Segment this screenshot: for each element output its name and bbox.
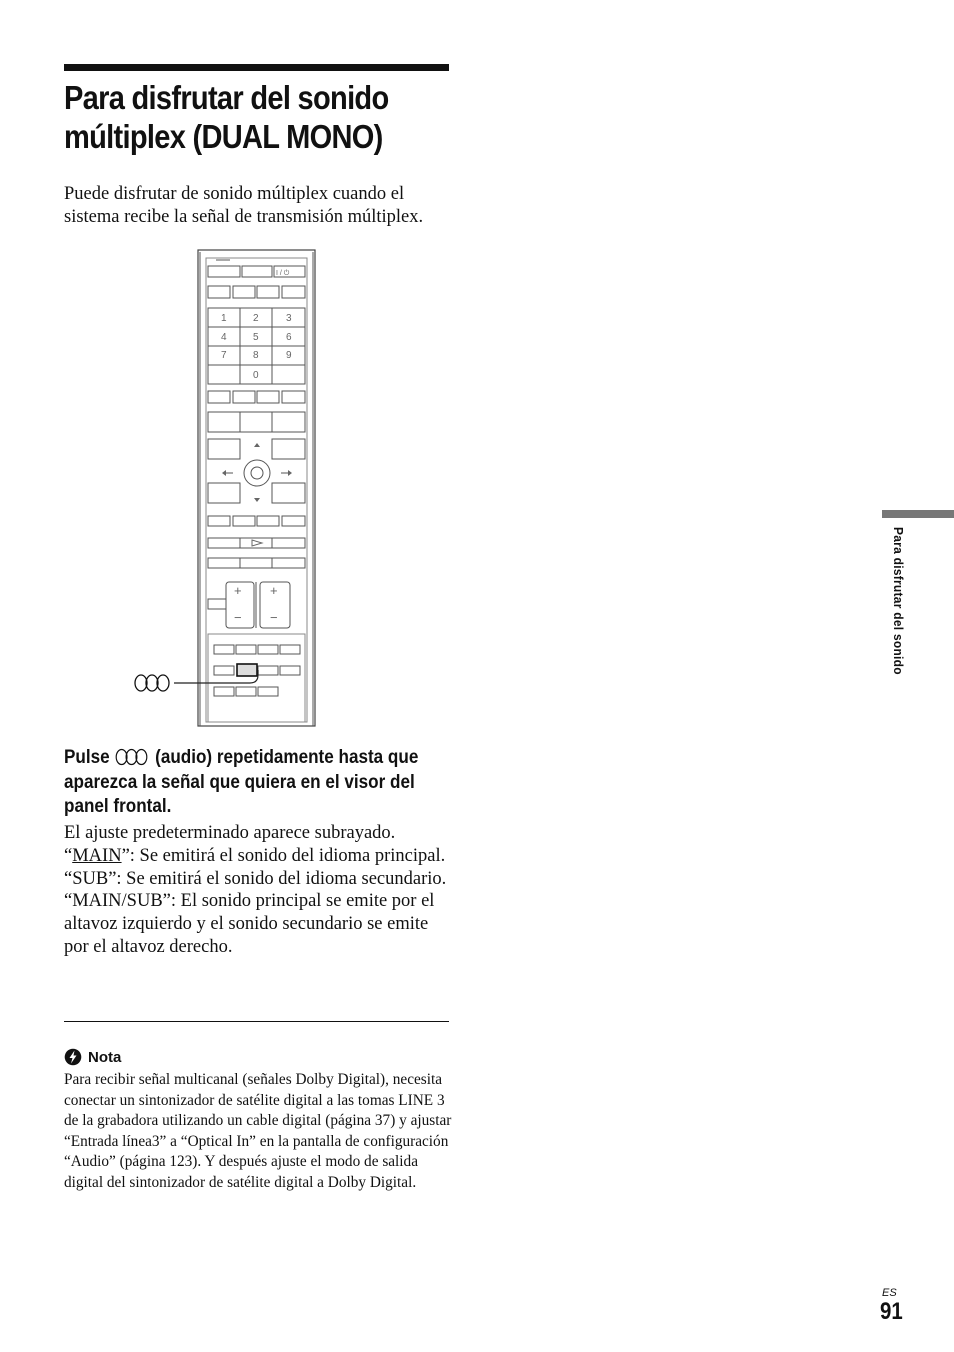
num-key-0[interactable]: 0	[253, 370, 259, 381]
num-key-5[interactable]: 5	[253, 332, 259, 343]
channel-minus[interactable]: −	[270, 610, 278, 625]
note-heading	[64, 1048, 121, 1066]
step-instruction: (audio) repetidamente hasta que aparezca la señal que quiera en el visor del panel frontal.	[64, 747, 419, 817]
audio-icon	[135, 675, 169, 691]
num-key-4[interactable]: 4	[221, 332, 227, 343]
step-pulse: Pulse	[64, 747, 110, 768]
section-divider	[64, 1021, 449, 1022]
section-tab-marker	[882, 510, 954, 518]
num-key-8[interactable]: 8	[253, 350, 259, 361]
audio-button-highlight[interactable]	[237, 664, 257, 676]
step-heading	[64, 746, 442, 820]
title-line-2: múltiplex (DUAL MONO)	[64, 118, 383, 155]
audio-icon-inline	[114, 748, 150, 766]
intro-paragraph: Puede disfrutar de sonido múltiplex cuando el sistema recibe la señal de transmisión múltiplex.	[64, 184, 424, 227]
num-key-3[interactable]: 3	[286, 313, 292, 324]
num-key-1[interactable]: 1	[221, 313, 227, 324]
step-details	[64, 822, 456, 959]
channel-plus[interactable]: +	[270, 583, 278, 598]
default-note: El ajuste predeterminado aparece subrayado.	[64, 823, 396, 843]
num-key-7[interactable]: 7	[221, 350, 227, 361]
page-number: 91	[880, 1298, 903, 1325]
num-key-2[interactable]: 2	[253, 313, 259, 324]
sub-option: “SUB”: Se emitirá el sonido del idioma secundario.	[64, 868, 447, 889]
num-key-9[interactable]: 9	[286, 350, 292, 361]
note-icon	[64, 1048, 82, 1066]
section-tab-label: Para disfrutar del sonido	[891, 527, 906, 675]
main-sub-option: “MAIN/SUB”: El sonido principal se emite por el altavoz izquierdo y el sonido secundario se emite por el altavoz derecho.	[64, 891, 435, 957]
title-line-1: Para disfrutar del sonido	[64, 79, 389, 116]
volume-plus[interactable]: +	[234, 583, 242, 598]
note-label: Nota	[88, 1048, 122, 1066]
num-key-6[interactable]: 6	[286, 332, 292, 343]
note-text: Para recibir señal multicanal (señales Dolby Digital), necesita conectar un sintonizador de satélite digital a las tomas LINE 3 de la grabadora utilizando un cable digital (página 37) y ajustar “Entrada línea3” a “Optical In” en la pantalla de configuración “Audio” (página 123). Y después ajuste el modo de salida digital del sintonizador de satélite digital a Dolby Digital.	[64, 1071, 452, 1191]
volume-minus[interactable]: −	[234, 610, 242, 625]
main-option: “MAIN”: Se emitirá el sonido del idioma principal.	[64, 845, 446, 866]
power-label: I / ⏻	[276, 270, 290, 277]
main-term: MAIN	[72, 845, 122, 866]
page-language: ES	[882, 1287, 897, 1299]
